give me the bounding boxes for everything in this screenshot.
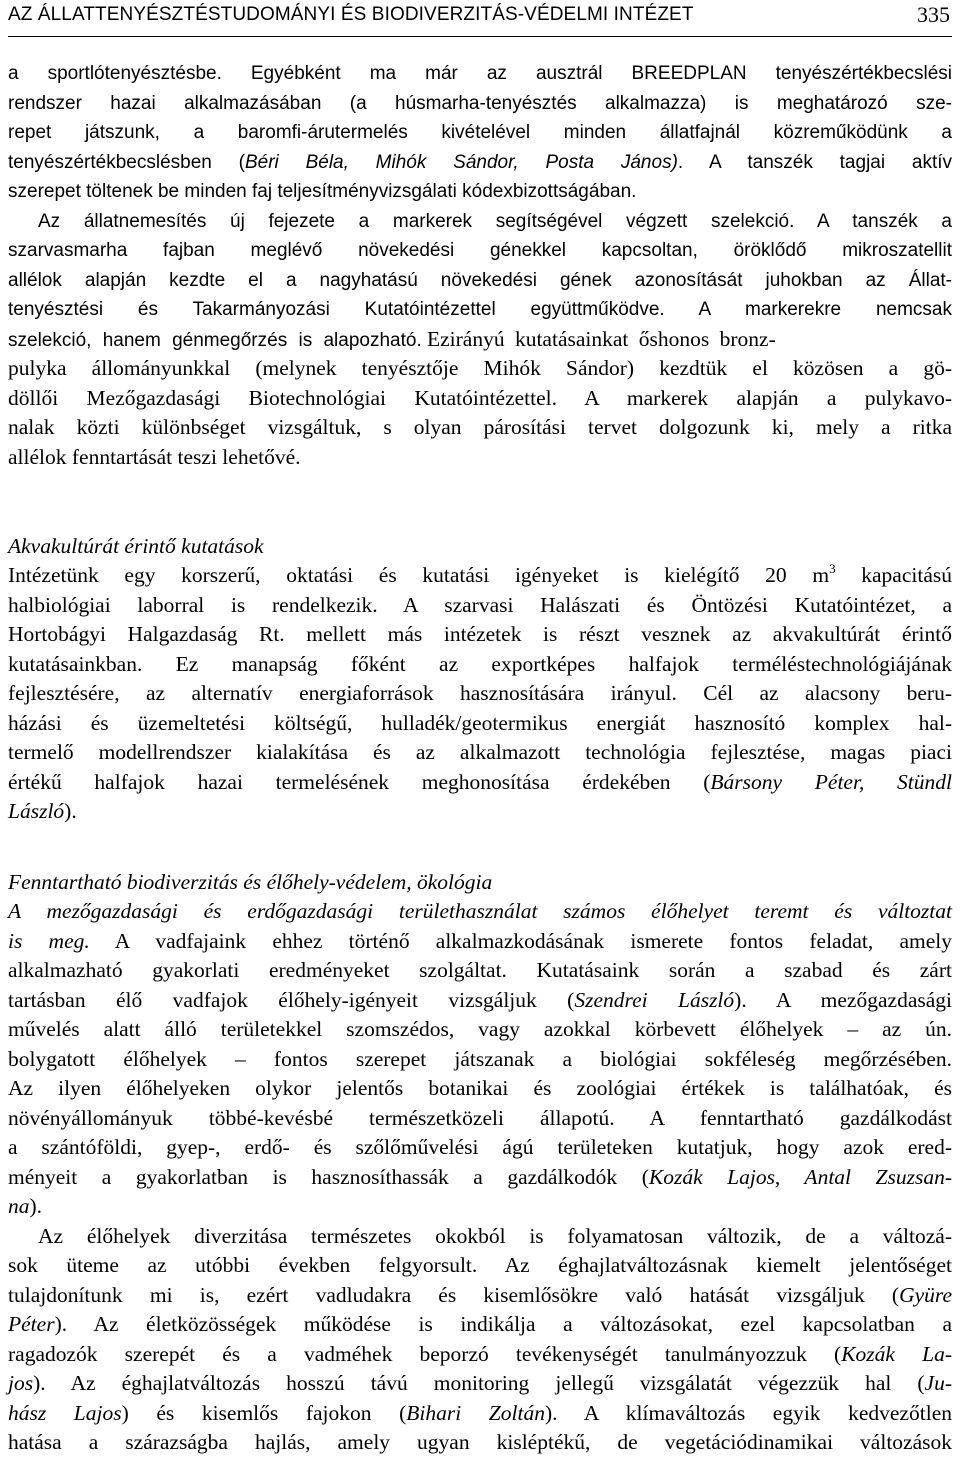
- text-line: na).: [8, 1194, 43, 1218]
- section-heading-biodiverzitas: Fenntartható biodiverzitás és élőhely-védelem, ökológia: [8, 870, 493, 894]
- text-line: ragadozók szerepét és a vadméhek beporzó tevékenységét tanulmányozzuk (Kozák La-: [8, 1341, 952, 1366]
- text-line: bolygatott élőhelyek – fontos szerepet játszanak a biológiai sokféleség megőrzésében.: [8, 1046, 952, 1071]
- text-line: halbiológiai laborral is rendelkezik. A szarvasi Halászati és Öntözési Kutatóintézet, a: [8, 592, 952, 617]
- text-line: szerepet töltenek be minden faj teljesítményvizsgálati kódexbizottságában.: [8, 181, 637, 202]
- text-line: házási és üzemeltetési költségű, hulladék/geotermikus energiát hasznosító komplex hal-: [8, 710, 952, 735]
- text-line: tulajdonítunk mi is, ezért vadludakra és kisemlősökre való hatását vizsgáljuk (Gyüre: [8, 1282, 952, 1307]
- text-line: termelő modellrendszer kialakítása és az alkalmazott technológia fejlesztése, magas piaci: [8, 740, 952, 764]
- section-heading-akvakultura: Akvakultúrát érintő kutatások: [8, 534, 264, 558]
- section1-sans-paragraph: [8, 59, 952, 325]
- author-names: László: [8, 799, 65, 823]
- author-names: Kozák La-: [841, 1341, 952, 1366]
- text-line: értékű halfajok hazai termelésének meghonosítása érdekében (Bársony Péter, Stündl: [8, 769, 952, 794]
- text-line: Intézetünk egy korszerű, oktatási és kutatási igényeket is kielégítő 20 $m^3$ kapacitású: [8, 561, 952, 587]
- text-line: döllői Mezőgazdasági Biotechnológiai Kutatóintézettel. A markerek alapján a pulykavo-: [8, 385, 952, 410]
- page-number: 335: [917, 2, 950, 27]
- text-line: sok üteme az utóbbi években felgyorsult. Az éghajlatváltozásnak kiemelt jelentőséget: [8, 1253, 952, 1277]
- text-line: A mezőgazdasági és erdőgazdasági területhasználat számos élőhelyet teremt és változtat: [8, 899, 952, 923]
- text-line: Az állatnemesítés új fejezete a markerek segítségével végzett szelekció. A tanszék a: [38, 210, 952, 232]
- header-title: AZ ÁLLATTENYÉSZTÉSTUDOMÁNYI ÉS BIODIVERZITÁS-VÉDELMI INTÉZET: [8, 4, 694, 25]
- text-line: pulyka állományunkkal (melynek tenyésztője Mihók Sándor) kezdtük el közösen a gö-: [8, 356, 952, 380]
- author-names: Bihari Zoltán: [406, 1400, 545, 1425]
- text-line: a szántóföldi, gyep-, erdő- és szőlőművelési ágú területeken kutatjuk, hogy azok ered-: [8, 1135, 952, 1159]
- text-line: kutatásainkban. Ez manapság főként az exportképes halfajok terméléstechnológiájának: [8, 651, 952, 676]
- author-names: Szendrei László: [574, 987, 735, 1012]
- text-line: repet játszunk, a baromfi-árutermelés kivételével minden állatfajnál közreműködünk a: [8, 122, 952, 143]
- text-line: a sportlótenyésztésbe. Egyébként ma már az ausztrál BREEDPLAN tenyészértékbecslési: [8, 63, 952, 84]
- author-names: Kozák Lajos, Antal Zsuzsan-: [648, 1164, 952, 1189]
- superscript: 3: [829, 561, 836, 576]
- text-line: Az ilyen élőhelyeken olykor jelentős botanikai és zoológiai értékek is találhatóak, és: [8, 1076, 952, 1100]
- text-segment: szelekció, hanem génmegőrzés is alapozható.: [8, 329, 422, 351]
- text-line: Az élőhelyek diverzitása természetes okokból is folyamatosan változik, de a változá-: [38, 1223, 952, 1248]
- text-line: művelés alatt álló területekkel szomszédos, vagy azokkal körbevett élőhelyek – az ún.: [8, 1017, 952, 1041]
- text-line: jos). Az éghajlatváltozás hosszú távú monitoring jellegű vizsgálatát végezzük hal (Ju-: [8, 1371, 952, 1395]
- text-line: tenyészértékbecslésben (Béri Béla, Mihók Sándor, Posta János). A tanszék tagjai aktív: [8, 151, 953, 173]
- text-line: László).: [8, 799, 77, 823]
- section3-paragraph-1: [8, 897, 952, 1458]
- author-names: Bársony Péter, Stündl: [710, 769, 952, 794]
- text-line: növényállományuk többé-kevésbé természetközeli állapotú. A fenntartható gazdálkodást: [8, 1105, 952, 1130]
- author-names: na: [8, 1194, 30, 1218]
- author-names: hász Lajos: [8, 1400, 122, 1425]
- section1-serif-paragraph: [8, 354, 952, 472]
- text-line: alkalmazható gyakorlati eredményeket szolgáltat. Kutatásaink során a szabad és zárt: [8, 958, 952, 982]
- text-line: hatása a szárazságba hajlás, amely ugyan kisléptékű, de vegetációdinamikai változások: [8, 1430, 952, 1454]
- text-line: is meg. A vadfajaink ehhez történő alkalmazkodásának ismerete fontos feladat, amely: [8, 928, 952, 953]
- text-line: tenyésztési és Takarmányozási Kutatóintézettel együttműködve. A markerekre nemcsak: [8, 299, 952, 320]
- text-line: hász Lajos) és kisemlős fajokon (Bihari Zoltán). A klímaváltozás egyik kedvezőtlen: [8, 1400, 952, 1425]
- text-line: rendszer hazai alkalmazásában (a húsmarha-tenyésztés alkalmazza) is meghatározó sze-: [8, 92, 952, 114]
- author-names: Péter: [8, 1312, 55, 1336]
- text-line: Péter). Az életközösségek működése is indikálja a változásokat, ezel kapcsolatban a: [8, 1312, 952, 1336]
- author-names: Gyüre: [899, 1282, 952, 1307]
- author-names: Béri Béla, Mihók Sándor, Posta János): [244, 151, 678, 173]
- running-header: [8, 0, 952, 37]
- section2-paragraph: [8, 561, 952, 827]
- text-line: allélok alapján kezdte el a nagyhatású növekedési gének azonosítását juhokban az Állat-: [8, 269, 952, 291]
- text-line: ményeit a gyakorlatban is hasznosíthassák a gazdálkodók (Kozák Lajos, Antal Zsuzsan-: [8, 1164, 952, 1189]
- author-names: Ju-: [924, 1371, 952, 1395]
- mixed-font-line: [8, 325, 952, 356]
- text-line: fejlesztésére, az alternatív energiaforrások hasznosítására irányul. Cél az alacsony beru-: [8, 681, 952, 705]
- text-line: allélok fenntartását teszi lehetővé.: [8, 444, 301, 469]
- author-names: jos: [8, 1371, 34, 1395]
- text-line: nalak közti különbséget vizsgáltuk, s olyan párosítási tervet dolgozunk ki, mely a ritka: [8, 415, 952, 439]
- text-line: tartásban élő vadfajok élőhely-igényeit vizsgáljuk (Szendrei László). A mezőgazdasági: [8, 987, 952, 1012]
- text-line: szarvasmarha fajban meglévő növekedési génekkel kapcsoltan, öröklődő mikroszatellit: [8, 240, 952, 261]
- text-segment: Ezirányú kutatásainkat őshonos bronz-: [426, 326, 776, 351]
- text-line: Hortobágyi Halgazdaság Rt. mellett más intézetek is részt vesznek az akvakultúrát érintő: [8, 622, 952, 646]
